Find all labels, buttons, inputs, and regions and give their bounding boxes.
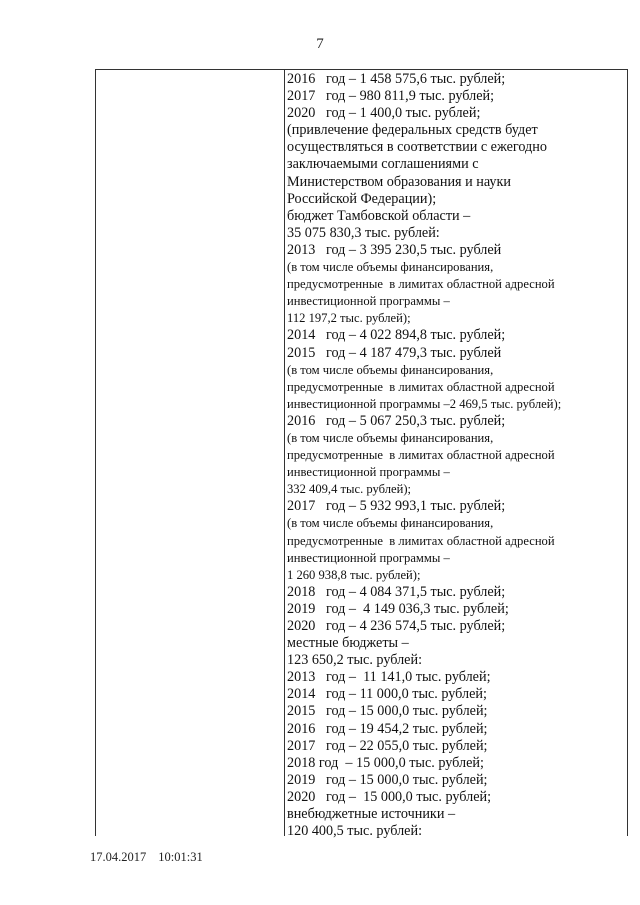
- text-line: местные бюджеты –: [287, 635, 409, 652]
- funding-table: [95, 69, 628, 840]
- text-line: инвестиционной программы –2 469,5 тыс. рублей);: [287, 396, 562, 411]
- text-line: 2013 год – 11 141,0 тыс. рублей;: [287, 669, 491, 686]
- text-line: инвестиционной программы –: [287, 465, 450, 480]
- text-line: 2016 год – 5 067 250,3 тыс. рублей;: [287, 412, 506, 429]
- text-line: Российской Федерации);: [287, 190, 437, 207]
- text-line: внебюджетные источники –: [287, 806, 456, 823]
- text-line: 2017 год – 5 932 993,1 тыс. рублей;: [287, 498, 506, 515]
- text-line: 2014 год – 4 022 894,8 тыс. рублей;: [287, 327, 506, 344]
- text-line: 2017 год – 980 811,9 тыс. рублей;: [287, 88, 495, 105]
- text-line: заключаемыми соглашениями с: [287, 156, 479, 173]
- text-line: бюджет Тамбовской области –: [287, 207, 471, 224]
- print-time: 10:01:31: [158, 850, 203, 864]
- text-line: 2016 год – 1 458 575,6 тыс. рублей;: [287, 71, 506, 87]
- page-number: 7: [316, 36, 324, 52]
- table-left-column: [96, 70, 285, 836]
- text-line: 35 075 830,3 тыс. рублей:: [287, 224, 440, 241]
- text-line: (в том числе объемы финансирования,: [287, 430, 494, 445]
- print-date: 17.04.2017: [90, 850, 147, 864]
- text-line: 2014 год – 11 000,0 тыс. рублей;: [287, 686, 487, 703]
- text-line: 2018 год – 15 000,0 тыс. рублей;: [287, 754, 484, 771]
- text-line: 2019 год – 4 149 036,3 тыс. рублей;: [287, 600, 509, 617]
- text-line: предусмотренные в лимитах областной адресной: [287, 533, 555, 548]
- text-line: 2015 год – 15 000,0 тыс. рублей;: [287, 703, 488, 720]
- table-right-column: [287, 71, 623, 840]
- text-line: 112 197,2 тыс. рублей);: [287, 311, 411, 326]
- text-line: 2017 год – 22 055,0 тыс. рублей;: [287, 737, 488, 754]
- text-line: 123 650,2 тыс. рублей:: [287, 652, 423, 669]
- text-line: 332 409,4 тыс. рублей);: [287, 482, 412, 497]
- text-line: 2013 год – 3 395 230,5 тыс. рублей: [287, 241, 502, 258]
- text-line: инвестиционной программы –: [287, 294, 450, 309]
- text-line: (в том числе объемы финансирования,: [287, 362, 494, 377]
- text-line: осуществляться в соответствии с ежегодно: [287, 139, 547, 156]
- text-line: 2018 год – 4 084 371,5 тыс. рублей;: [287, 583, 506, 600]
- text-line: (в том числе объемы финансирования,: [287, 516, 494, 531]
- text-line: 2020 год – 4 236 574,5 тыс. рублей;: [287, 618, 506, 634]
- text-line: 2020 год – 15 000,0 тыс. рублей;: [287, 788, 492, 805]
- text-line: 2015 год – 4 187 479,3 тыс. рублей: [287, 344, 502, 361]
- text-line: Министерством образования и науки: [287, 173, 511, 190]
- text-line: (привлечение федеральных средств будет: [287, 122, 538, 139]
- text-line: предусмотренные в лимитах областной адресной: [287, 448, 555, 463]
- text-line: (в том числе объемы финансирования,: [287, 260, 494, 275]
- text-line: 2019 год – 15 000,0 тыс. рублей;: [287, 771, 488, 788]
- text-line: предусмотренные в лимитах областной адресной: [287, 277, 555, 292]
- text-line: 2020 год – 1 400,0 тыс. рублей;: [287, 105, 481, 122]
- text-line: предусмотренные в лимитах областной адресной: [287, 379, 555, 394]
- text-line: инвестиционной программы –: [287, 550, 450, 565]
- print-timestamp: [90, 850, 203, 865]
- text-line: 1 260 938,8 тыс. рублей);: [287, 567, 421, 582]
- text-line: 120 400,5 тыс. рублей:: [287, 823, 423, 840]
- text-line: 2016 год – 19 454,2 тыс. рублей;: [287, 720, 488, 737]
